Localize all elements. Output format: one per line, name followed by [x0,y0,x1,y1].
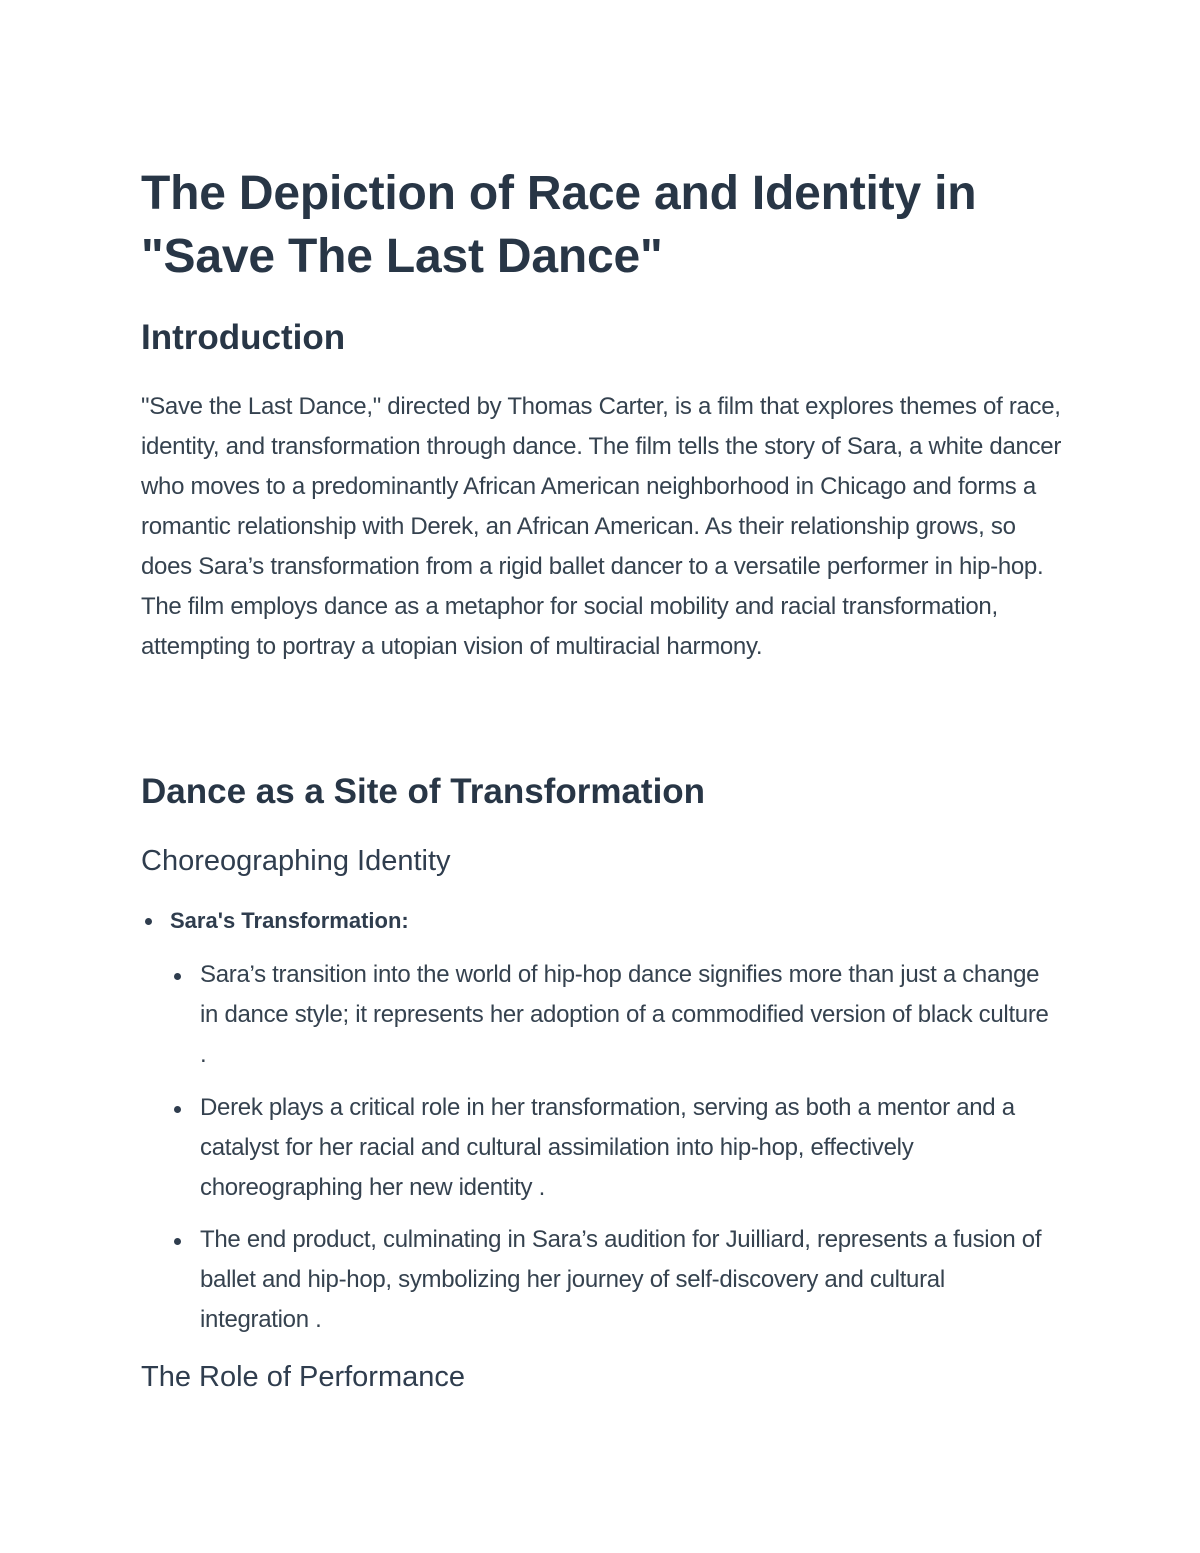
list-item [171,1220,1061,1340]
choreographing-identity-heading: Choreographing Identity [141,845,451,877]
list-item-text: Derek plays a critical role in her transformation, serving as both a mentor and a catalyst for her racial and cultural assimilation into hip-hop, effectively choreographing her new identity . [200,1094,1015,1201]
list-item [171,955,1061,1075]
list-item-text: The end product, culminating in Sara’s audition for Juilliard, represents a fusion of ballet and hip-hop, symbolizing her journey of self-discovery and cultural integration . [200,1226,1042,1333]
bullet-icon [145,918,152,925]
dance-transformation-heading: Dance as a Site of Transformation [141,772,706,811]
bullet-icon [174,1106,181,1113]
role-of-performance-heading: The Role of Performance [141,1361,465,1393]
introduction-heading: Introduction [141,318,346,357]
bullet-icon [174,973,181,980]
bullet-icon [174,1238,181,1245]
document-title: The Depiction of Race and Identity in "Save The Last Dance" [141,167,977,283]
introduction-paragraph: "Save the Last Dance," directed by Thomas Carter, is a film that explores themes of race, identity, and transformation through dance. The film tells the story of Sara, a white dancer who moves to a predominantly African American neighborhood in Chicago and forms a romantic relationship with Derek, an African American. As their relationship grows, so does Sara’s transformation from a rigid ballet dancer to a versatile performer in hip-hop. The film employs dance as a metaphor for social mobility and racial transformation, attempting to portray a utopian vision of multiracial harmony. [141,393,1062,660]
list-item [171,1088,1061,1208]
list-item-label: Sara's Transformation: [170,908,409,933]
list-item-text: Sara’s transition into the world of hip-hop dance signifies more than just a change in dance style; it represents her adoption of a commodified version of black culture . [200,961,1049,1068]
